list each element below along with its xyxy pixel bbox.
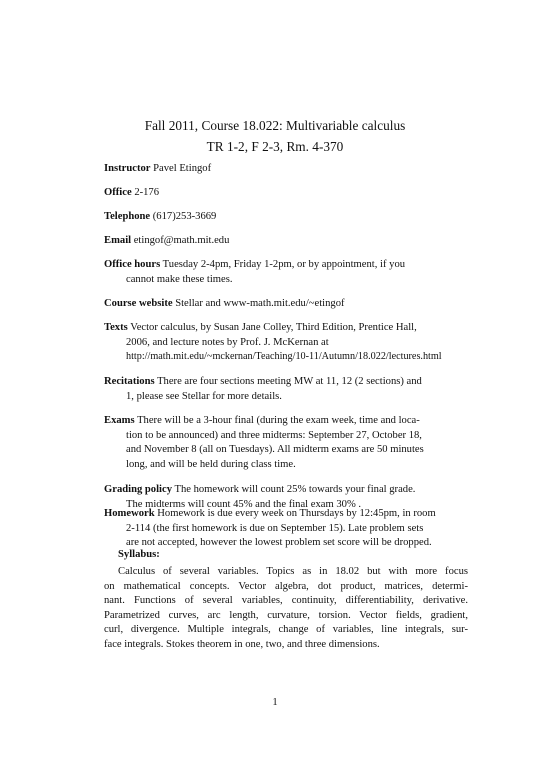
- email-entry: [104, 234, 468, 249]
- exams-line3: and November 8 (all on Tuesdays). All midterm exams are 50 minutes: [126, 444, 424, 456]
- office-hours-line2: cannot make these times.: [126, 273, 233, 285]
- course-title: Fall 2011, Course 18.022: Multivariable calculus: [144, 118, 406, 133]
- email-label: Email: [104, 235, 132, 246]
- syllabus-body: [104, 565, 468, 653]
- homework-line1: Homework is due every week on Thursdays by 12:45pm, in room: [157, 508, 436, 519]
- recitations-line1: There are four sections meeting MW at 11, 12 (2 sections) and: [157, 376, 422, 387]
- homework-entry: [104, 507, 468, 551]
- office-hours-entry: [104, 258, 468, 287]
- exams-line4: long, and will be held during class time.: [126, 458, 296, 470]
- texts-label: Texts: [104, 322, 128, 333]
- page-number: 1: [272, 697, 278, 708]
- course-website-value[interactable]: Stellar and www-math.mit.edu/~etingof: [175, 298, 345, 309]
- telephone-value: (617)253-3669: [152, 211, 217, 222]
- telephone-entry: [104, 210, 468, 225]
- course-website-entry: [104, 297, 468, 312]
- syllabus-title: Syllabus:: [118, 549, 160, 560]
- syllabus-line: on mathematical concepts. Vector algebra, dot product, matrices, determi-: [104, 580, 468, 592]
- instructor-label: Instructor: [104, 163, 151, 174]
- syllabus-line: face integrals. Stokes theorem in one, two, and three dimensions.: [104, 638, 380, 650]
- homework-line2: 2-114 (the first homework is due on September 15). Late problem sets: [126, 522, 424, 534]
- course-schedule: TR 1-2, F 2-3, Rm. 4-370: [206, 139, 344, 154]
- texts-line1: Vector calculus, by Susan Jane Colley, Third Edition, Prentice Hall,: [130, 322, 417, 333]
- grading-line1: The homework will count 25% towards your final grade.: [174, 484, 416, 495]
- recitations-label: Recitations: [104, 376, 155, 387]
- grading-line2: The midterms will count 45% and the final exam 30% .: [126, 498, 362, 510]
- exams-line2: tion to be announced) and three midterms: September 27, October 18,: [126, 429, 422, 441]
- texts-line2: 2006, and lecture notes by Prof. J. McKernan at: [126, 336, 329, 348]
- syllabus-line: curl, divergence. Multiple integrals, change of variables, line integrals, sur-: [104, 624, 468, 636]
- office-value: 2-176: [134, 187, 160, 198]
- office-hours-label: Office hours: [104, 259, 161, 270]
- syllabus-line: nant. Functions of several variables, continuity, differentiability, derivative.: [104, 595, 468, 607]
- syllabus-line: Calculus of several variables. Topics as in 18.02 but with more focus: [118, 566, 468, 577]
- instructor-value: Pavel Etingof: [153, 163, 212, 174]
- grading-label: Grading policy: [104, 484, 172, 495]
- syllabus-line: Parametrized curves, arc length, curvature, torsion. Vector fields, gradient,: [104, 609, 468, 621]
- office-entry: [104, 186, 468, 201]
- texts-url[interactable]: http://math.mit.edu/~mckernan/Teaching/10-11/Autumn/18.022/lectures.html: [126, 351, 442, 363]
- homework-line3: are not accepted, however the lowest problem set score will be dropped.: [126, 537, 432, 549]
- texts-entry: [104, 321, 524, 365]
- office-hours-line1: Tuesday 2-4pm, Friday 1-2pm, or by appointment, if you: [162, 259, 406, 270]
- recitations-line2: 1, please see Stellar for more details.: [126, 390, 282, 402]
- exams-line1: There will be a 3-hour final (during the exam week, time and loca-: [137, 415, 420, 426]
- telephone-label: Telephone: [104, 211, 151, 222]
- homework-label: Homework: [104, 508, 155, 519]
- instructor-entry: [104, 162, 468, 177]
- office-label: Office: [104, 187, 132, 198]
- exams-label: Exams: [104, 415, 135, 426]
- exams-entry: [104, 414, 468, 472]
- email-value[interactable]: etingof@math.mit.edu: [133, 235, 230, 246]
- course-website-label: Course website: [104, 298, 173, 309]
- recitations-entry: [104, 375, 468, 404]
